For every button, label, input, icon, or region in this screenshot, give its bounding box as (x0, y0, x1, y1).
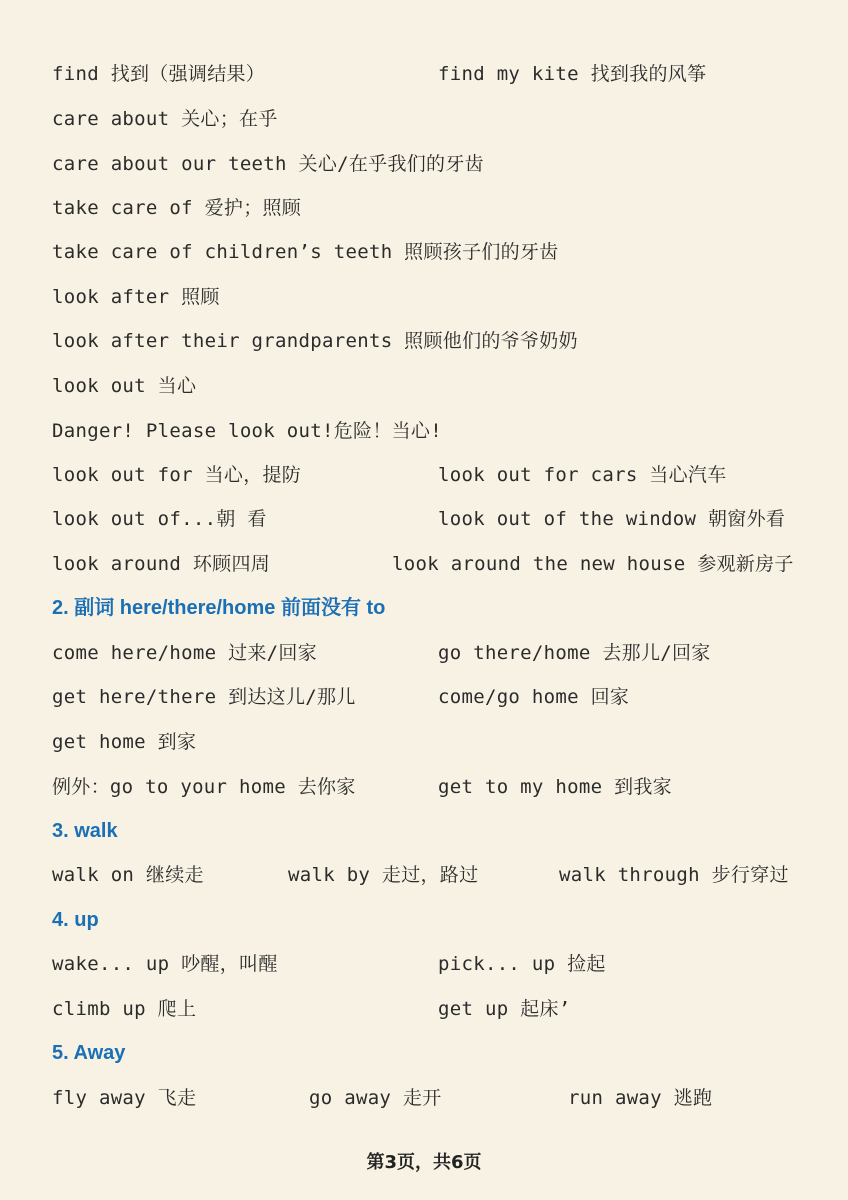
phrase-look-out-of-window: look out of the window 朝窗外看 (438, 508, 786, 530)
phrase-get-up: get up 起床’ (438, 998, 571, 1020)
phrase-go-away: go away 走开 (309, 1087, 442, 1109)
phrase-wake-up: wake... up 吵醒，叫醒 (52, 953, 278, 975)
phrase-look-around-house: look around the new house 参观新房子 (392, 553, 794, 575)
phrase-pick-up: pick... up 捡起 (438, 953, 606, 975)
phrase-run-away: run away 逃跑 (568, 1087, 713, 1109)
section-heading-away: 5. Away (52, 1042, 126, 1064)
phrase-walk-through: walk through 步行穿过 (559, 864, 789, 886)
section-heading-adverbs: 2. 副词 here/there/home 前面没有 to (52, 597, 386, 619)
phrase-find-my-kite: find my kite 找到我的风筝 (438, 63, 707, 85)
phrase-look-out: look out 当心 (52, 375, 197, 397)
phrase-look-out-for-cars: look out for cars 当心汽车 (438, 464, 727, 486)
phrase-get-here-there: get here/there 到达这儿/那儿 (52, 686, 356, 708)
phrase-get-to-my-home: get to my home 到我家 (438, 776, 672, 798)
phrase-find: find 找到（强调结果） (52, 63, 266, 85)
phrase-look-out-of: look out of...朝 看 (52, 508, 267, 530)
section-heading-walk: 3. walk (52, 820, 118, 842)
phrase-go-there-home: go there/home 去那儿/回家 (438, 642, 711, 664)
phrase-exception-go-to-your-home: 例外：go to your home 去你家 (52, 776, 356, 798)
phrase-fly-away: fly away 飞走 (52, 1087, 197, 1109)
phrase-climb-up: climb up 爬上 (52, 998, 197, 1020)
page-number: 第3页，共6页 (366, 1152, 482, 1173)
phrase-take-care-teeth: take care of children’s teeth 照顾孩子们的牙齿 (52, 241, 559, 263)
phrase-come-go-home: come/go home 回家 (438, 686, 630, 708)
section-heading-up: 4. up (52, 909, 99, 931)
phrase-look-after: look after 照顾 (52, 286, 220, 308)
phrase-care-about-teeth: care about our teeth 关心/在乎我们的牙齿 (52, 153, 484, 175)
phrase-walk-by: walk by 走过，路过 (288, 864, 479, 886)
phrase-look-around: look around 环顾四周 (52, 553, 271, 575)
phrase-look-after-grandparents: look after their grandparents 照顾他们的爷爷奶奶 (52, 330, 578, 352)
phrase-get-home: get home 到家 (52, 731, 197, 753)
phrase-care-about: care about 关心；在乎 (52, 108, 278, 130)
phrase-take-care-of: take care of 爱护；照顾 (52, 197, 302, 219)
phrase-come-here-home: come here/home 过来/回家 (52, 642, 318, 664)
phrase-look-out-for: look out for 当心，提防 (52, 464, 302, 486)
phrase-danger: Danger! Please look out!危险！当心! (52, 420, 442, 442)
phrase-walk-on: walk on 继续走 (52, 864, 204, 886)
